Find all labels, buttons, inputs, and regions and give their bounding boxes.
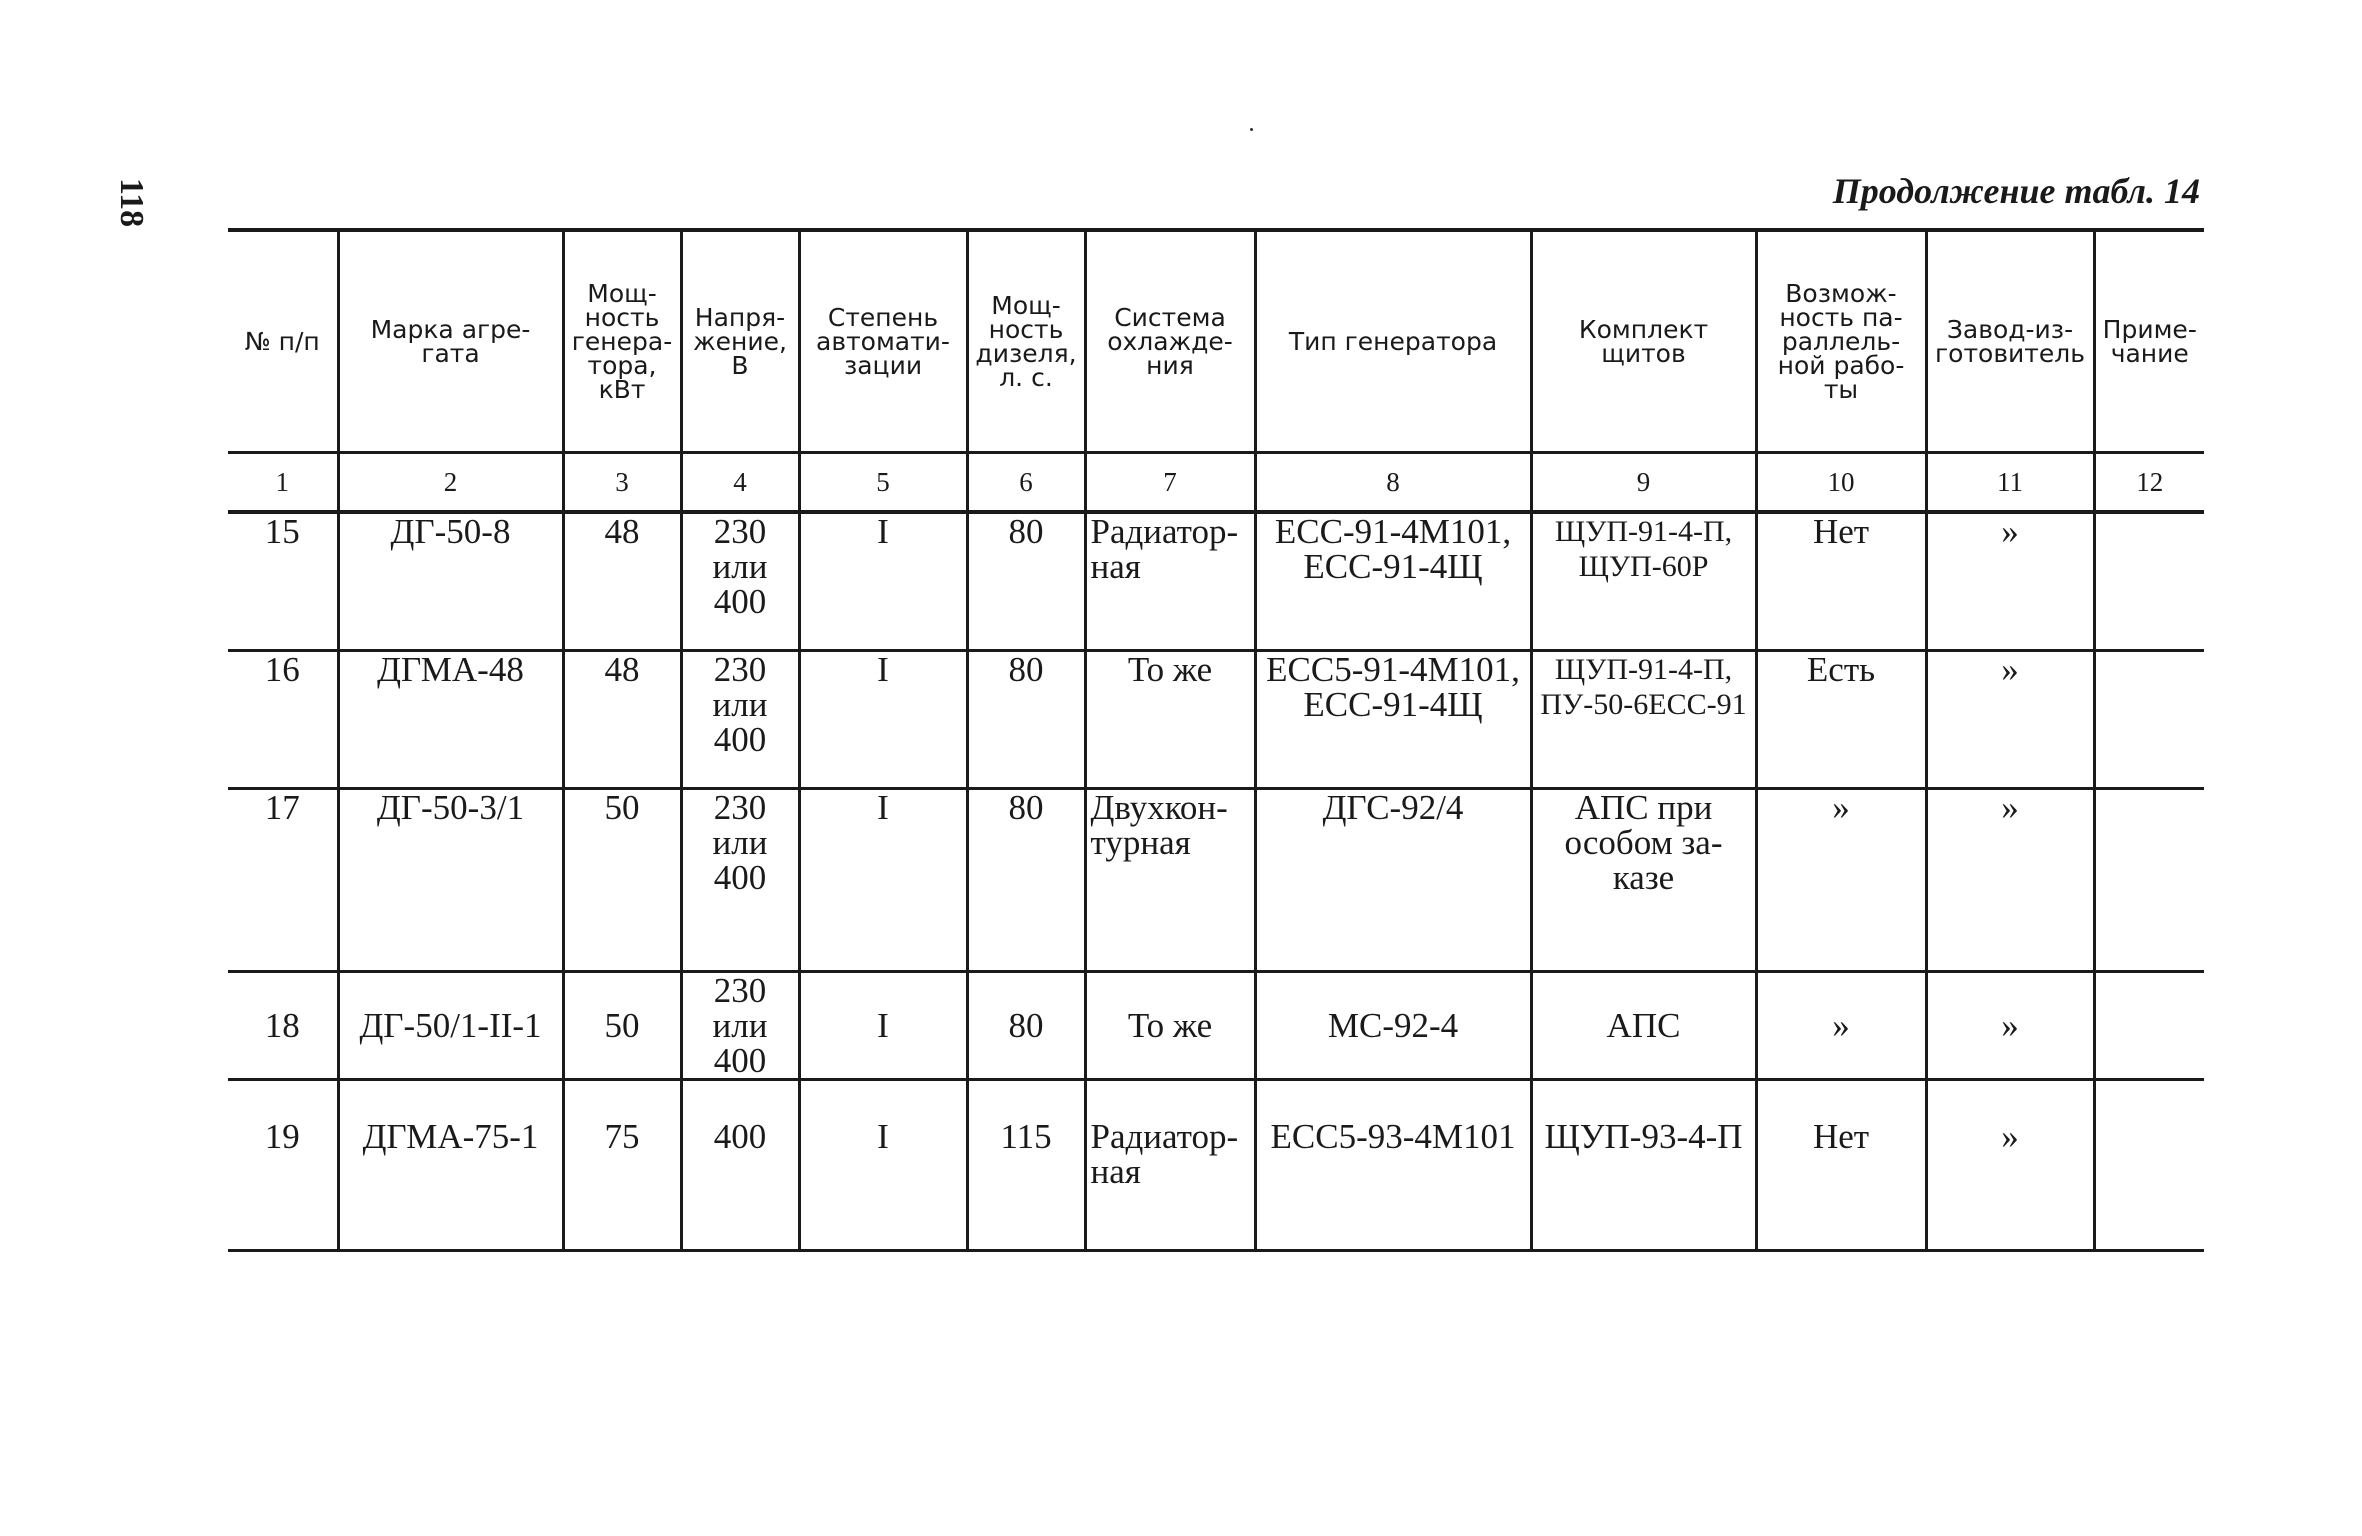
header-cell: Приме-чание (2094, 230, 2204, 453)
diesel-power: 80 (967, 512, 1085, 651)
generator-power: 50 (563, 972, 681, 1080)
note (2094, 512, 2204, 651)
row-number: 15 (228, 512, 338, 651)
table-row (228, 512, 2204, 651)
voltage: 400 (681, 1080, 799, 1251)
header-cell: Мощ-ность генера-тора, кВт (563, 230, 681, 453)
column-number: 6 (967, 453, 1085, 513)
header-cell: Комплект щитов (1531, 230, 1756, 453)
automation-level: I (799, 651, 967, 789)
table-row (228, 972, 2204, 1080)
cooling-system: То же (1085, 651, 1255, 789)
manufacturer: » (1926, 512, 2094, 651)
unit-mark: ДГ-50-3/1 (338, 789, 563, 972)
header-cell: Марка агре-гата (338, 230, 563, 453)
note (2094, 789, 2204, 972)
table-row (228, 789, 2204, 972)
column-number: 1 (228, 453, 338, 513)
unit-mark: ДГМА-75-1 (338, 1080, 563, 1251)
automation-level: I (799, 512, 967, 651)
table-caption: Продолжение табл. 14 (1832, 171, 2200, 211)
unit-mark: ДГМА-48 (338, 651, 563, 789)
note (2094, 1080, 2204, 1251)
automation-level: I (799, 1080, 967, 1251)
column-number: 4 (681, 453, 799, 513)
scan-speck (1250, 128, 1253, 131)
cooling-system: Радиатор-ная (1085, 512, 1255, 651)
diesel-power: 80 (967, 972, 1085, 1080)
generator-type: ЕСС5-93-4М101 (1255, 1080, 1531, 1251)
generator-type: ЕСС5-91-4М101, ЕСС-91-4Щ (1255, 651, 1531, 789)
header-cell: Мощ-ность дизеля, л. с. (967, 230, 1085, 453)
automation-level: I (799, 972, 967, 1080)
voltage: 230 или 400 (681, 512, 799, 651)
panel-set: АПС (1531, 972, 1756, 1080)
generator-power: 48 (563, 651, 681, 789)
automation-level: I (799, 789, 967, 972)
column-number: 5 (799, 453, 967, 513)
diesel-power: 115 (967, 1080, 1085, 1251)
manufacturer: » (1926, 972, 2094, 1080)
parallel-operation: Нет (1756, 1080, 1926, 1251)
row-number: 18 (228, 972, 338, 1080)
row-number: 16 (228, 651, 338, 789)
note (2094, 972, 2204, 1080)
column-number: 8 (1255, 453, 1531, 513)
note (2094, 651, 2204, 789)
unit-mark: ДГ-50/1-II-1 (338, 972, 563, 1080)
table-row (228, 651, 2204, 789)
cooling-system: Радиатор-ная (1085, 1080, 1255, 1251)
header-cell: Тип генератора (1255, 230, 1531, 453)
column-number: 9 (1531, 453, 1756, 513)
table-row (228, 1080, 2204, 1251)
header-cell: Система охлажде-ния (1085, 230, 1255, 453)
generator-power: 48 (563, 512, 681, 651)
header-cell: № п/п (228, 230, 338, 453)
manufacturer: » (1926, 651, 2094, 789)
column-number: 7 (1085, 453, 1255, 513)
generator-power: 50 (563, 789, 681, 972)
cooling-system: Двухкон-турная (1085, 789, 1255, 972)
header-cell: Напря-жение, В (681, 230, 799, 453)
panel-set: ЩУП-91-4-П, ЩУП-60Р (1531, 512, 1756, 651)
row-number: 17 (228, 789, 338, 972)
generator-type: МС-92-4 (1255, 972, 1531, 1080)
column-number: 11 (1926, 453, 2094, 513)
manufacturer: » (1926, 789, 2094, 972)
voltage: 230 или 400 (681, 972, 799, 1080)
header-cell: Возмож-ность па-раллель-ной рабо-ты (1756, 230, 1926, 453)
panel-set: АПС при особом за-казе (1531, 789, 1756, 972)
generator-type: ДГС-92/4 (1255, 789, 1531, 972)
generator-specs-table (228, 228, 2204, 1252)
header-cell: Завод-из-готовитель (1926, 230, 2094, 453)
parallel-operation: » (1756, 972, 1926, 1080)
panel-set: ЩУП-91-4-П, ПУ-50-6ЕСС-91 (1531, 651, 1756, 789)
panel-set: ЩУП-93-4-П (1531, 1080, 1756, 1251)
column-number: 2 (338, 453, 563, 513)
column-number: 12 (2094, 453, 2204, 513)
header-row (228, 230, 2204, 453)
voltage: 230 или 400 (681, 789, 799, 972)
header-cell: Степень автомати-зации (799, 230, 967, 453)
column-number-row (228, 453, 2204, 513)
unit-mark: ДГ-50-8 (338, 512, 563, 651)
diesel-power: 80 (967, 789, 1085, 972)
column-number: 10 (1756, 453, 1926, 513)
voltage: 230 или 400 (681, 651, 799, 789)
page-number: 118 (113, 178, 150, 228)
generator-type: ЕСС-91-4М101, ЕСС-91-4Щ (1255, 512, 1531, 651)
parallel-operation: » (1756, 789, 1926, 972)
manufacturer: » (1926, 1080, 2094, 1251)
cooling-system: То же (1085, 972, 1255, 1080)
row-number: 19 (228, 1080, 338, 1251)
parallel-operation: Есть (1756, 651, 1926, 789)
diesel-power: 80 (967, 651, 1085, 789)
column-number: 3 (563, 453, 681, 513)
parallel-operation: Нет (1756, 512, 1926, 651)
generator-power: 75 (563, 1080, 681, 1251)
